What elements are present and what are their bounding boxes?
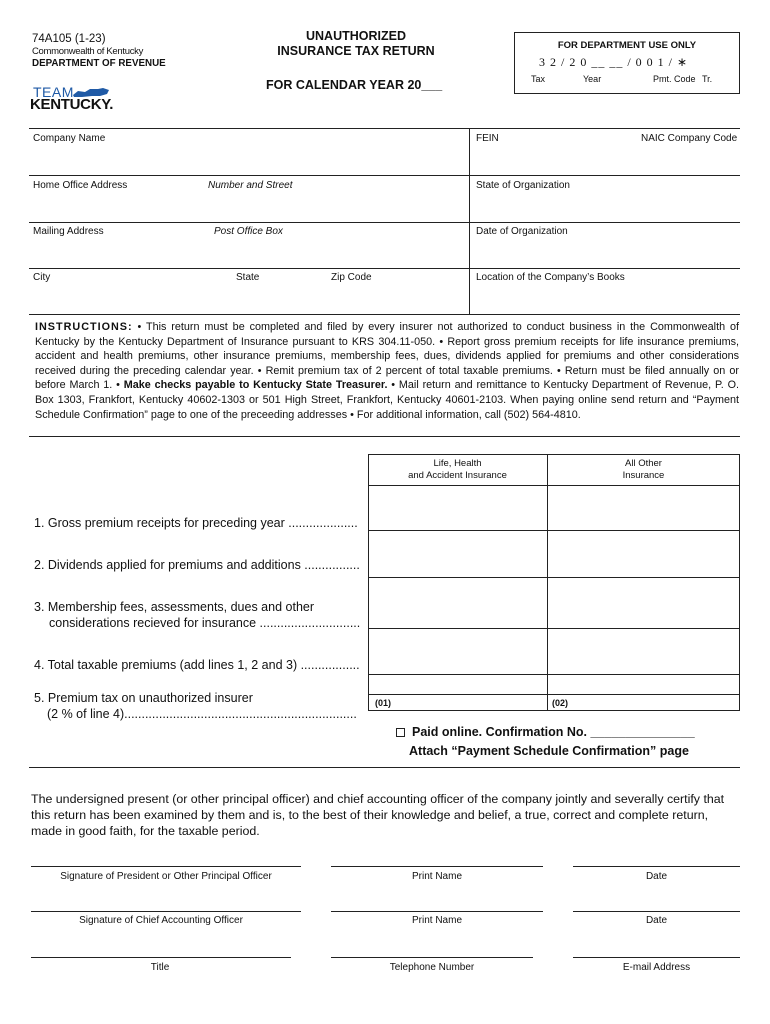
line1-other-field[interactable] xyxy=(551,510,735,526)
sig-president-line[interactable] xyxy=(31,866,301,867)
home-office-field[interactable] xyxy=(33,197,463,215)
line3-other-field[interactable] xyxy=(551,605,735,621)
dept-pmt-code-label: Pmt. Code xyxy=(653,74,696,84)
premium-table xyxy=(368,454,740,710)
dept-tax-label: Tax xyxy=(531,74,546,84)
zip-field[interactable] xyxy=(331,289,463,307)
naic-field[interactable] xyxy=(641,150,737,168)
instructions-text-a: • This return must be completed and filed by every insurer not authorized to conduct business in the Commonwealth of Kentucky by the Kentucky Department of Insurance pursuant to KRS 304.11-050. • Report gross premium receipts for life insurance premiums, accident and health premiums, other insurance premiums, membership fees, dues, dividends applied for premiums and other considerations received during the preceding calendar year. • Remit premium tax of 2 percent of total taxable premiums. • Return must be filed annually on or before March 1. • xyxy=(35,321,739,392)
title-line2: INSURANCE TAX RETURN xyxy=(277,44,435,58)
line2-label: 2. Dividends applied for premiums and additions ................ xyxy=(34,558,360,572)
title-line1: UNAUTHORIZED xyxy=(306,29,406,43)
city-field[interactable] xyxy=(33,289,223,307)
state-of-org-label: State of Organization xyxy=(476,180,570,191)
instructions-text-b: • Mail return and remittance to Kentucky Department of Revenue, P. O. Box 1303, Frankfort, Kentucky 40602-1303 or 501 High Street, Frankfort, Kentucky 40601-2103. When paying online send return and “Payment Schedule Confirmation” page to one of the preceeding addresses • For additional information, call (502) 564-4810. xyxy=(35,379,740,421)
date-of-org-label: Date of Organization xyxy=(476,226,568,237)
date-2-line[interactable] xyxy=(573,911,740,912)
instructions-bold-text: Make checks payable to Kentucky State Treasurer. xyxy=(123,379,388,392)
calendar-year-label: FOR CALENDAR YEAR 20___ xyxy=(266,78,443,92)
state-label: State xyxy=(236,272,260,283)
state-of-org-field[interactable] xyxy=(476,197,736,215)
print-name-1-label: Print Name xyxy=(411,871,462,882)
zip-label: Zip Code xyxy=(331,272,372,283)
title-label: Title xyxy=(150,962,170,973)
col-life-health-header: Life, Health and Accident Insurance xyxy=(408,458,507,481)
line1-life-field[interactable] xyxy=(372,510,542,526)
number-street-label: Number and Street xyxy=(208,180,293,191)
mailing-address-field[interactable] xyxy=(33,243,463,261)
logo-kentucky-text: KENTUCKY. xyxy=(30,96,114,113)
dept-year-label: Year xyxy=(583,74,602,84)
date-2-label: Date xyxy=(645,915,668,926)
line4-life-field[interactable] xyxy=(372,652,542,668)
print-name-2-line[interactable] xyxy=(331,911,543,912)
line1-label: 1. Gross premium receipts for preceding year .................... xyxy=(34,516,358,530)
telephone-line[interactable] xyxy=(331,957,533,958)
fein-field[interactable] xyxy=(476,150,616,168)
instructions-label: INSTRUCTIONS: xyxy=(35,321,133,333)
line3-label-a: 3. Membership fees, assessments, dues and other xyxy=(34,600,315,614)
sig-president-label: Signature of President or Other Principal Officer xyxy=(60,871,272,882)
fein-label: FEIN xyxy=(476,133,499,144)
line2-life-field[interactable] xyxy=(372,555,542,571)
po-box-label: Post Office Box xyxy=(214,226,283,237)
col-all-other-header: All Other Insurance xyxy=(622,458,665,481)
naic-label: NAIC Company Code xyxy=(641,133,738,144)
line3-label-b: considerations recieved for insurance ............................. xyxy=(49,616,361,630)
print-name-1-line[interactable] xyxy=(331,866,543,867)
home-office-label: Home Office Address xyxy=(33,180,128,191)
form-number: 74A105 (1-23) xyxy=(32,33,106,45)
company-name-field[interactable] xyxy=(33,150,463,168)
date-1-label: Date xyxy=(645,871,668,882)
commonwealth-label: Commonwealth of Kentucky xyxy=(32,46,144,57)
department-use-box xyxy=(514,32,740,94)
dept-use-title: FOR DEPARTMENT USE ONLY xyxy=(557,40,697,51)
title-line[interactable] xyxy=(31,957,291,958)
email-label: E-mail Address xyxy=(622,962,691,973)
department-label: DEPARTMENT OF REVENUE xyxy=(32,58,166,69)
state-field[interactable] xyxy=(236,289,321,307)
date-1-line[interactable] xyxy=(573,866,740,867)
paid-online-checkbox[interactable] xyxy=(396,728,405,737)
line5-label-b: (2 % of line 4)................................................................... xyxy=(47,707,357,721)
attach-confirmation-label: Attach “Payment Schedule Confirmation” page xyxy=(409,744,689,758)
telephone-label: Telephone Number xyxy=(389,962,475,973)
date-of-org-field[interactable] xyxy=(476,243,736,261)
line3-life-field[interactable] xyxy=(372,605,542,621)
line2-other-field[interactable] xyxy=(551,555,735,571)
line5-label-a: 5. Premium tax on unauthorized insurer xyxy=(34,691,253,705)
certification-text: The undersigned present (or other principal officer) and chief accounting officer of the company jointly and severally certify that this return has been examined by them and is, to the best of their knowledge and belief, a true, correct and complete return, made in good faith, for the taxable period. xyxy=(31,792,725,838)
dept-use-code: 3 2 / 2 0 __ __ / 0 0 1 / ∗ xyxy=(539,55,689,69)
code-01-label: (01) xyxy=(375,698,392,708)
dept-tr-label: Tr. xyxy=(702,74,713,84)
sig-cao-line[interactable] xyxy=(31,911,301,912)
paid-online-label: Paid online. Confirmation No. _______________ xyxy=(412,725,695,739)
line4-label: 4. Total taxable premiums (add lines 1, 2 and 3) ................. xyxy=(34,658,360,672)
logo-team-text: TEAM xyxy=(33,84,74,100)
sig-cao-label: Signature of Chief Accounting Officer xyxy=(79,915,243,926)
team-kentucky-logo xyxy=(30,84,126,114)
books-location-field[interactable] xyxy=(476,289,736,307)
city-label: City xyxy=(33,272,51,283)
print-name-2-label: Print Name xyxy=(411,915,462,926)
code-02-label: (02) xyxy=(552,698,569,708)
line4-other-field[interactable] xyxy=(551,652,735,668)
books-location-label: Location of the Company’s Books xyxy=(476,272,625,283)
mailing-address-label: Mailing Address xyxy=(33,226,104,237)
instructions-block xyxy=(35,320,739,422)
email-line[interactable] xyxy=(573,957,740,958)
company-name-label: Company Name xyxy=(33,133,106,144)
